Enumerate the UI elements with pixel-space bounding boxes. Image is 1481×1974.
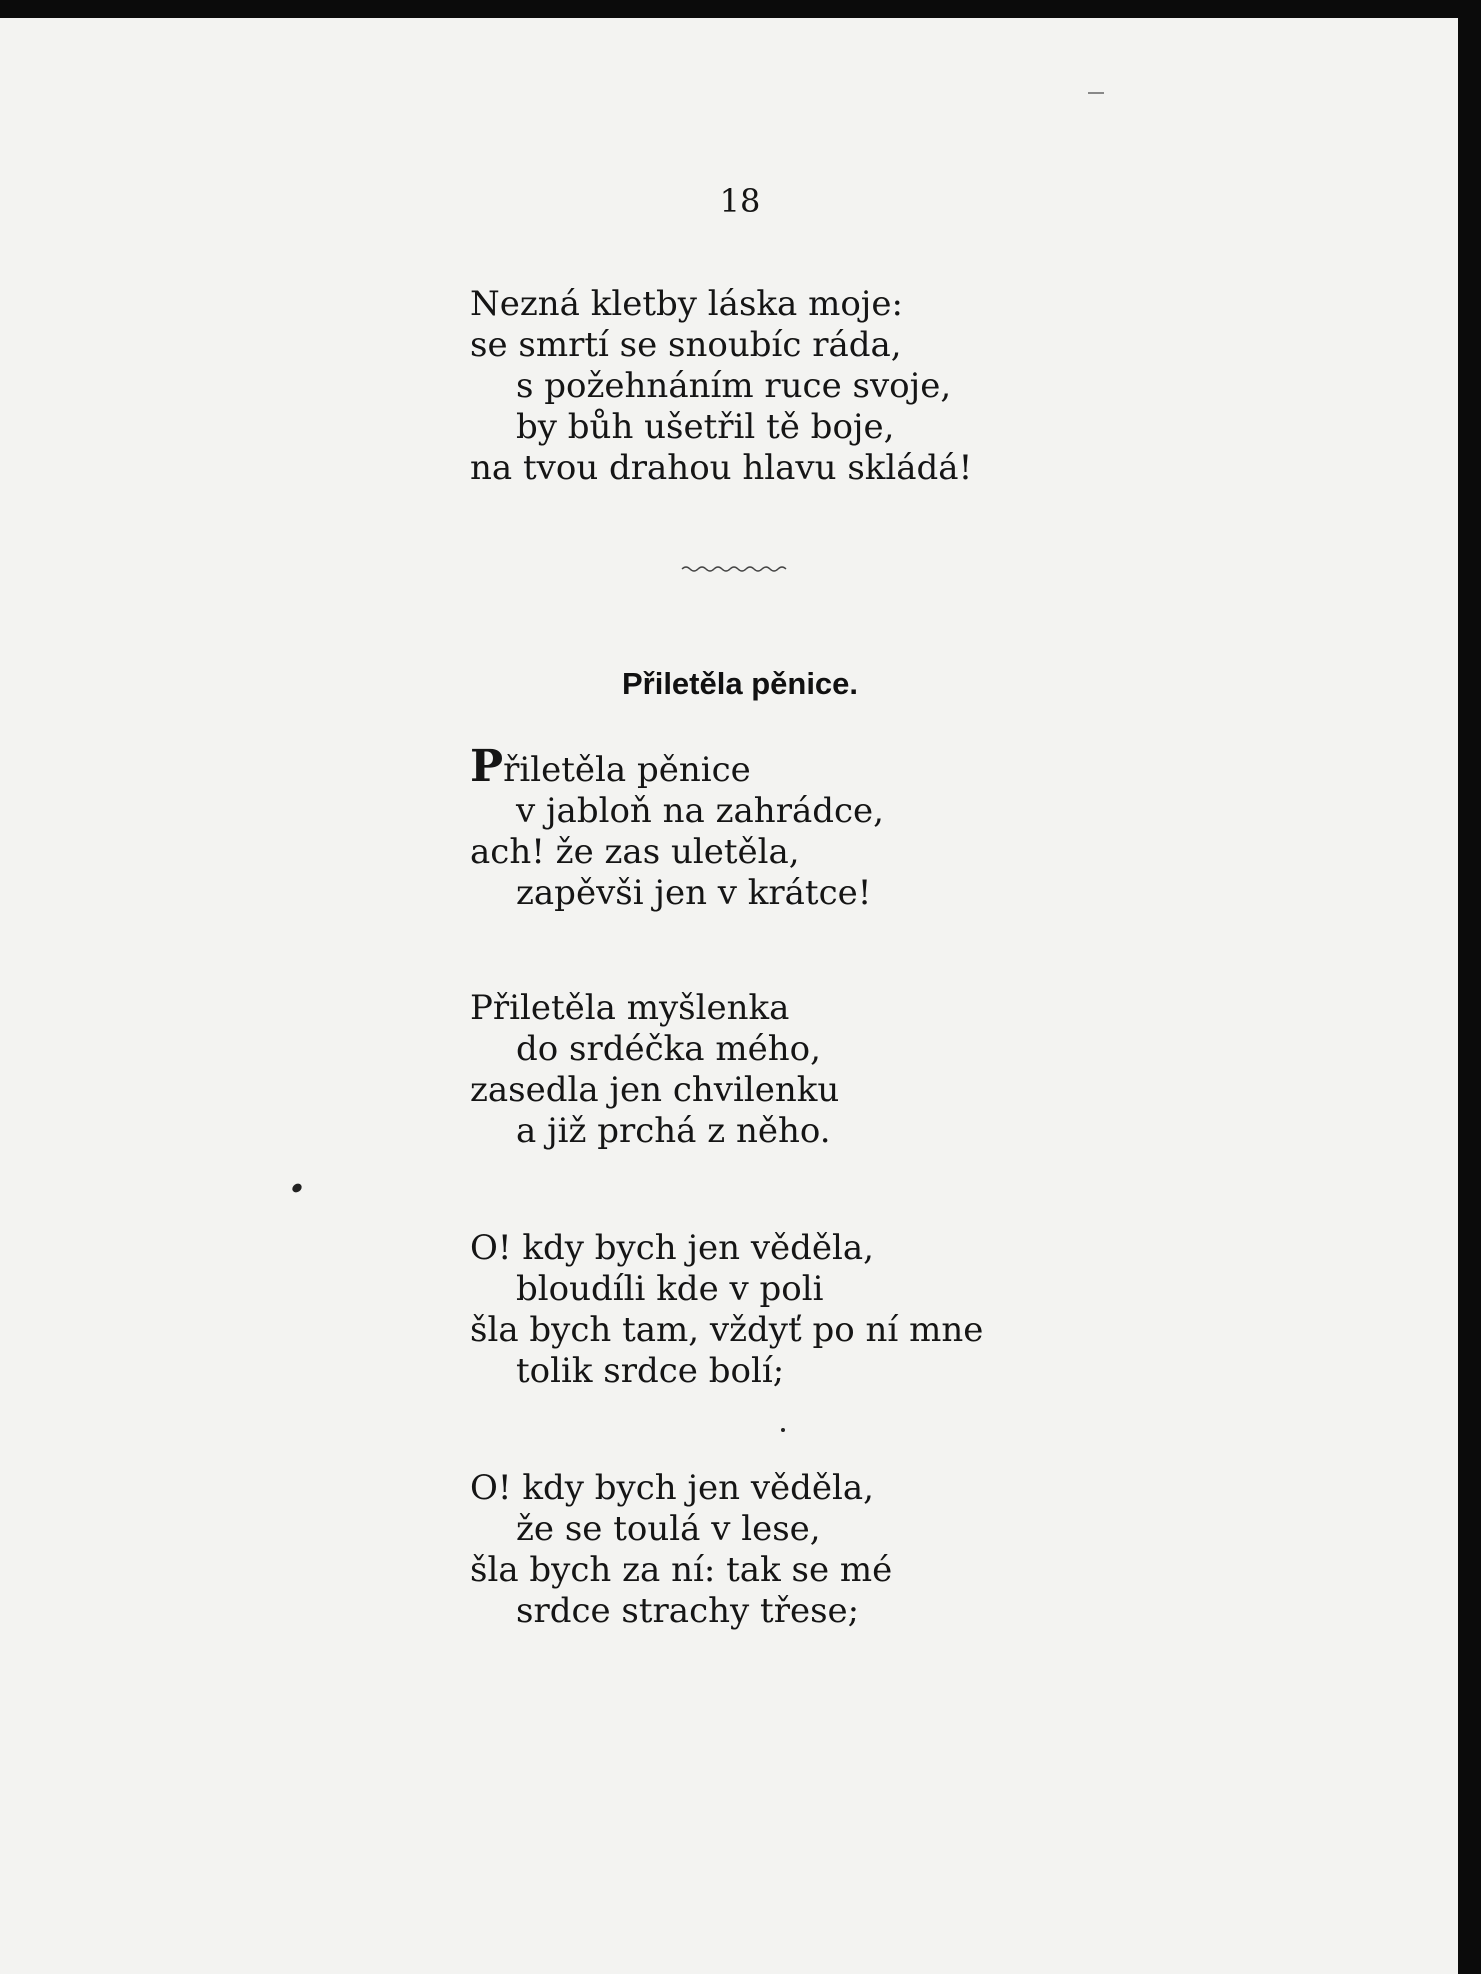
verse-line: v jabloň na zahrádce, bbox=[516, 791, 884, 831]
verse-line: šla bych za ní: tak se mé bbox=[470, 1550, 893, 1590]
ink-speck bbox=[781, 1428, 785, 1432]
wavy-divider bbox=[680, 563, 788, 575]
verse-line: Přiletěla myšlenka bbox=[470, 988, 790, 1028]
stanza-4 bbox=[470, 1228, 983, 1392]
verse-line: O! kdy bych jen věděla, bbox=[470, 1228, 874, 1268]
verse-line-with-dropcap bbox=[470, 741, 884, 792]
page-number: 18 bbox=[719, 182, 761, 220]
verse-line: řiletěla pěnice bbox=[503, 750, 751, 790]
verse-line: zasedla jen chvilenku bbox=[470, 1070, 840, 1110]
verse-line: s požehnáním ruce svoje, bbox=[516, 366, 952, 406]
scan-mark bbox=[1088, 92, 1104, 94]
book-page bbox=[0, 18, 1458, 1974]
stanza-2 bbox=[470, 741, 884, 914]
verse-line: zapěvši jen v krátce! bbox=[516, 873, 872, 913]
verse-line: do srdéčka mého, bbox=[516, 1029, 821, 1069]
verse-line: tolik srdce bolí; bbox=[516, 1351, 785, 1391]
verse-line: na tvou drahou hlavu skládá! bbox=[470, 448, 973, 488]
verse-line: že se toulá v lese, bbox=[516, 1509, 821, 1549]
verse-line: srdce strachy třese; bbox=[516, 1591, 860, 1631]
verse-line: se smrtí se snoubíc ráda, bbox=[470, 325, 902, 365]
verse-line: a již prchá z něho. bbox=[516, 1111, 831, 1151]
verse-line: O! kdy bych jen věděla, bbox=[470, 1468, 874, 1508]
verse-line: šla bych tam, vždyť po ní mne bbox=[470, 1310, 984, 1350]
drop-cap: P bbox=[470, 741, 504, 792]
stanza-3 bbox=[470, 988, 839, 1152]
verse-line: ach! že zas uletěla, bbox=[470, 832, 800, 872]
poem-title: Přiletěla pěnice. bbox=[621, 666, 859, 701]
verse-line: by bůh ušetřil tě boje, bbox=[516, 407, 895, 447]
verse-line: Nezná kletby láska moje: bbox=[470, 284, 903, 324]
verse-line: bloudíli kde v poli bbox=[516, 1269, 824, 1309]
stanza-5 bbox=[470, 1468, 892, 1632]
scan-border bbox=[1458, 0, 1481, 1974]
ink-speck bbox=[291, 1182, 304, 1194]
stanza-1 bbox=[470, 284, 972, 489]
